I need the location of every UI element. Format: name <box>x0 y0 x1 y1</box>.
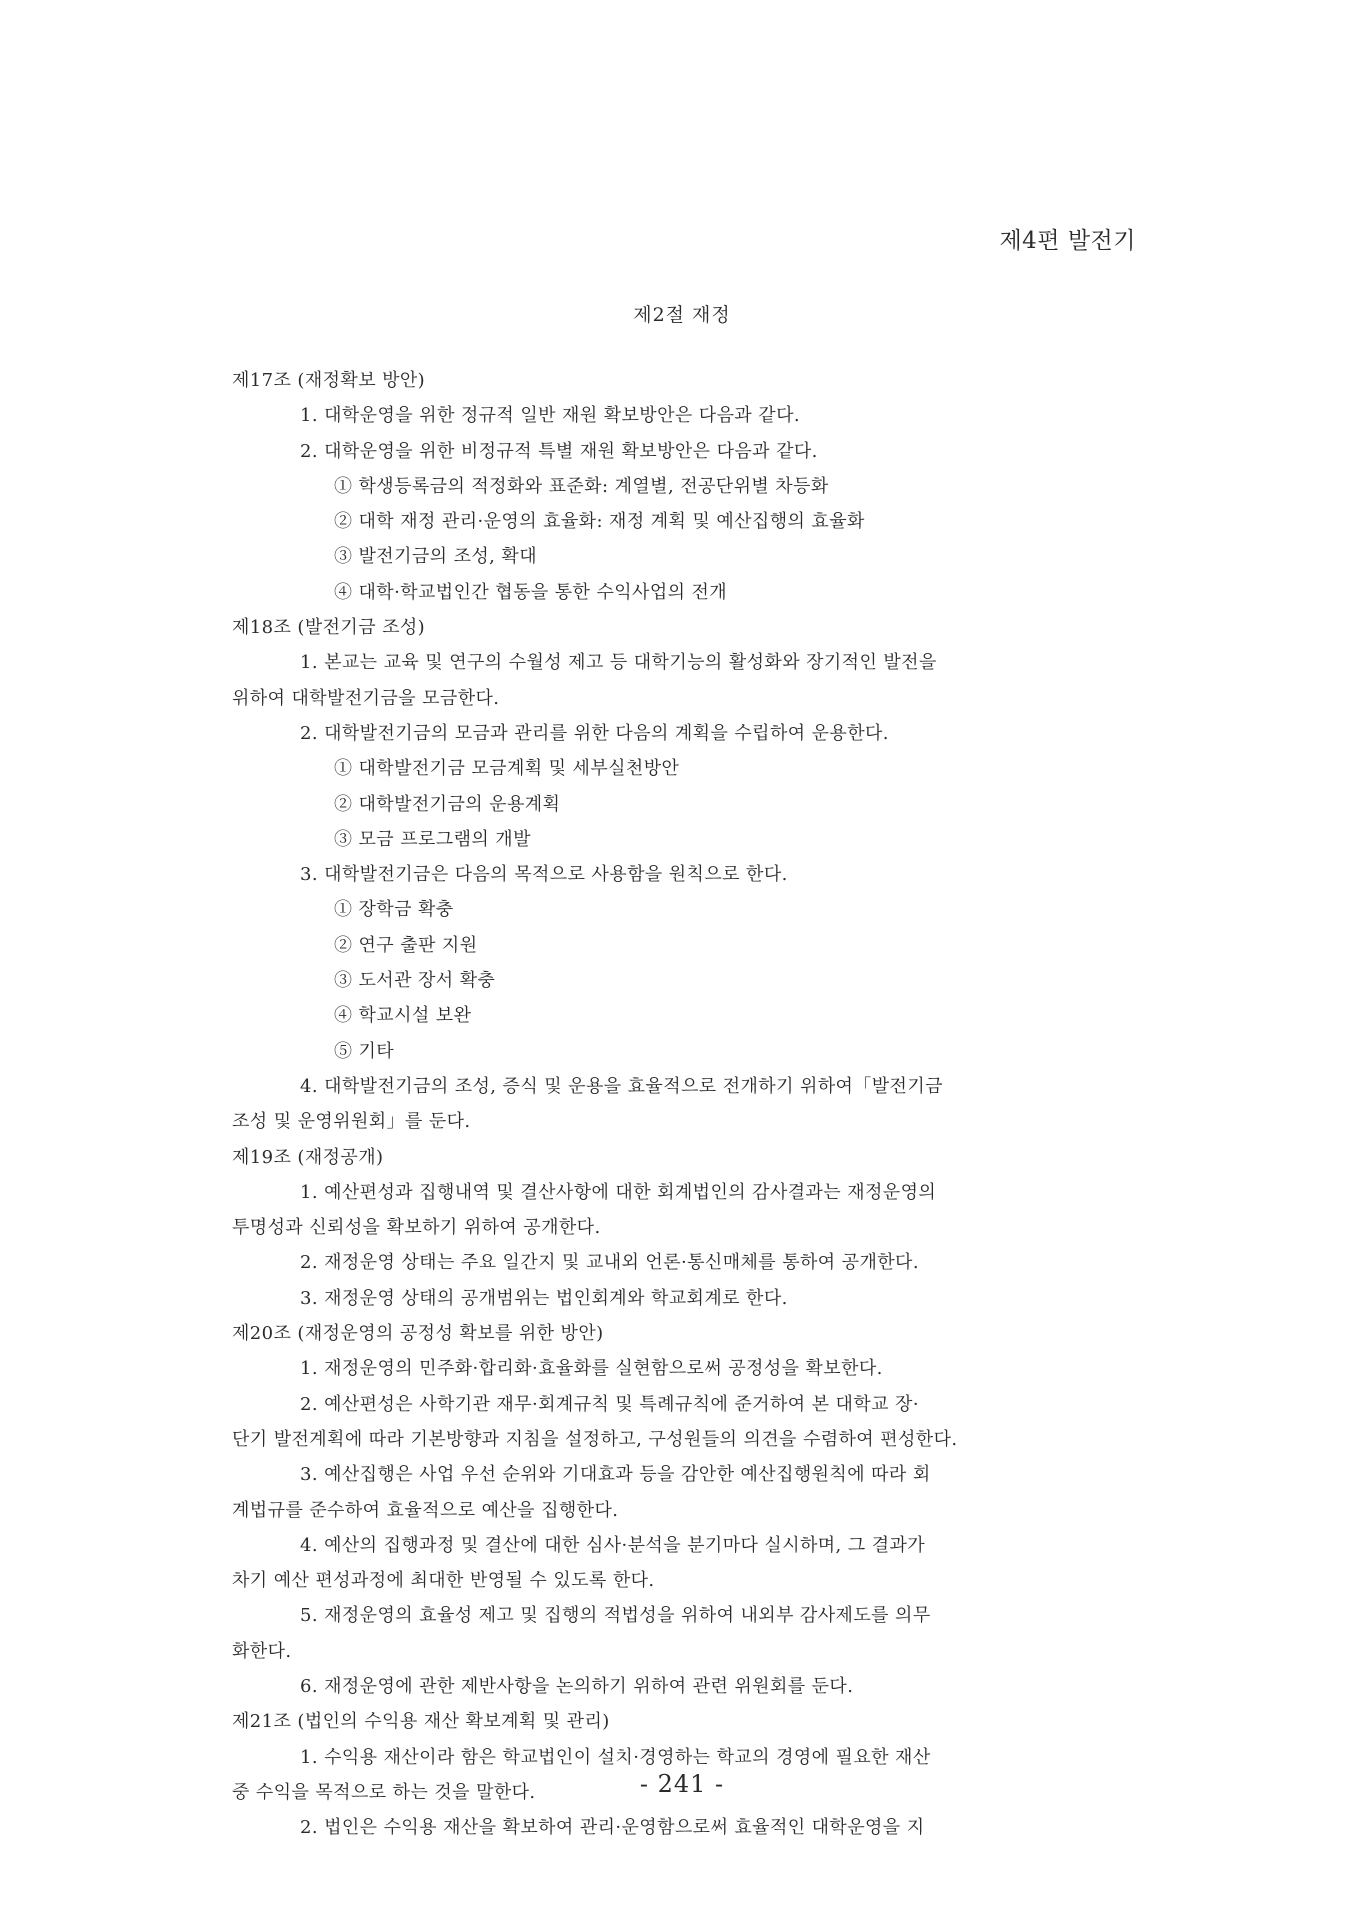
clause-line: 2. 대학발전기금의 모금과 관리를 위한 다음의 계획을 수립하여 운용한다. <box>300 722 889 744</box>
sub-item-line: ⑤ 기타 <box>334 1040 395 1062</box>
sub-item-line: ④ 대학·학교법인간 협동을 통한 수익사업의 전개 <box>334 581 728 603</box>
clause-continuation-line: 중 수익을 목적으로 하는 것을 말한다. <box>232 1781 536 1803</box>
clause-line: 1. 예산편성과 집행내역 및 결산사항에 대한 회계법인의 감사결과는 재정운영의 <box>300 1181 937 1203</box>
sub-item-line: ② 대학 재정 관리·운영의 효율화: 재정 계획 및 예산집행의 효율화 <box>334 511 865 533</box>
page-header-part: 제4편 발전기 <box>999 228 1136 254</box>
clause-line: 4. 예산의 집행과정 및 결산에 대한 심사·분석을 분기마다 실시하며, 그 결과가 <box>300 1534 926 1556</box>
sub-item-line: ② 대학발전기금의 운용계획 <box>334 793 561 815</box>
clause-line: 1. 수익용 재산이라 함은 학교법인이 설치·경영하는 학교의 경영에 필요한 재산 <box>300 1746 931 1768</box>
clause-line: 3. 대학발전기금은 다음의 목적으로 사용함을 원칙으로 한다. <box>300 864 788 886</box>
clause-line: 6. 재정운영에 관한 제반사항을 논의하기 위하여 관련 위원회를 둔다. <box>300 1675 854 1697</box>
sub-item-line: ① 학생등록금의 적정화와 표준화: 계열별, 전공단위별 차등화 <box>334 475 829 497</box>
clause-line: 1. 재정운영의 민주화·합리화·효율화를 실현함으로써 공정성을 확보한다. <box>300 1358 883 1380</box>
clause-line: 2. 대학운영을 위한 비정규적 특별 재원 확보방안은 다음과 같다. <box>300 440 818 462</box>
document-body <box>232 363 1117 1845</box>
article-heading: 제21조 (법인의 수익용 재산 확보계획 및 관리) <box>232 1711 610 1733</box>
article-heading: 제18조 (발전기금 조성) <box>232 617 426 639</box>
clause-line: 2. 재정운영 상태는 주요 일간지 및 교내외 언론·통신매체를 통하여 공개한다. <box>300 1252 919 1274</box>
page-number: - 241 - <box>639 1770 725 1798</box>
clause-line: 3. 예산집행은 사업 우선 순위와 기대효과 등을 감안한 예산집행원칙에 따라 회 <box>300 1464 931 1486</box>
article-heading: 제20조 (재정운영의 공정성 확보를 위한 방안) <box>232 1323 604 1345</box>
clause-continuation-line: 투명성과 신뢰성을 확보하기 위하여 공개한다. <box>232 1217 601 1239</box>
sub-item-line: ③ 도서관 장서 확충 <box>334 970 496 992</box>
sub-item-line: ① 대학발전기금 모금계획 및 세부실천방안 <box>334 758 680 780</box>
clause-line: 4. 대학발전기금의 조성, 증식 및 운용을 효율적으로 전개하기 위하여「발전기금 <box>300 1075 943 1097</box>
clause-line: 1. 대학운영을 위한 정규적 일반 재원 확보방안은 다음과 같다. <box>300 405 800 427</box>
sub-item-line: ③ 모금 프로그램의 개발 <box>334 828 531 850</box>
clause-line: 2. 법인은 수익용 재산을 확보하여 관리·운영함으로써 효율적인 대학운영을 지 <box>300 1817 925 1839</box>
clause-line: 5. 재정운영의 효율성 제고 및 집행의 적법성을 위하여 내외부 감사제도를 의무 <box>300 1605 931 1627</box>
clause-line: 1. 본교는 교육 및 연구의 수월성 제고 등 대학기능의 활성화와 장기적인 발전을 <box>300 652 937 674</box>
clause-line: 3. 재정운영 상태의 공개범위는 법인회계와 학교회계로 한다. <box>300 1287 788 1309</box>
sub-item-line: ③ 발전기금의 조성, 확대 <box>334 546 537 568</box>
sub-item-line: ① 장학금 확충 <box>334 899 454 921</box>
section-title: 제2절 재정 <box>633 304 731 326</box>
clause-continuation-line: 계법규를 준수하여 효율적으로 예산을 집행한다. <box>232 1499 619 1521</box>
clause-continuation-line: 단기 발전계획에 따라 기본방향과 지침을 설정하고, 구성원들의 의견을 수렴하여 편성한다. <box>232 1428 958 1450</box>
clause-continuation-line: 화한다. <box>232 1640 292 1662</box>
clause-continuation-line: 차기 예산 편성과정에 최대한 반영될 수 있도록 한다. <box>232 1570 655 1592</box>
clause-line: 2. 예산편성은 사학기관 재무·회계규칙 및 특례규칙에 준거하여 본 대학교 장· <box>300 1393 919 1415</box>
clause-continuation-line: 조성 및 운영위원회」를 둔다. <box>232 1111 471 1133</box>
sub-item-line: ② 연구 출판 지원 <box>334 934 478 956</box>
article-heading: 제19조 (재정공개) <box>232 1146 384 1168</box>
article-heading: 제17조 (재정확보 방안) <box>232 370 426 391</box>
sub-item-line: ④ 학교시설 보완 <box>334 1005 472 1027</box>
clause-continuation-line: 위하여 대학발전기금을 모금한다. <box>232 687 500 709</box>
